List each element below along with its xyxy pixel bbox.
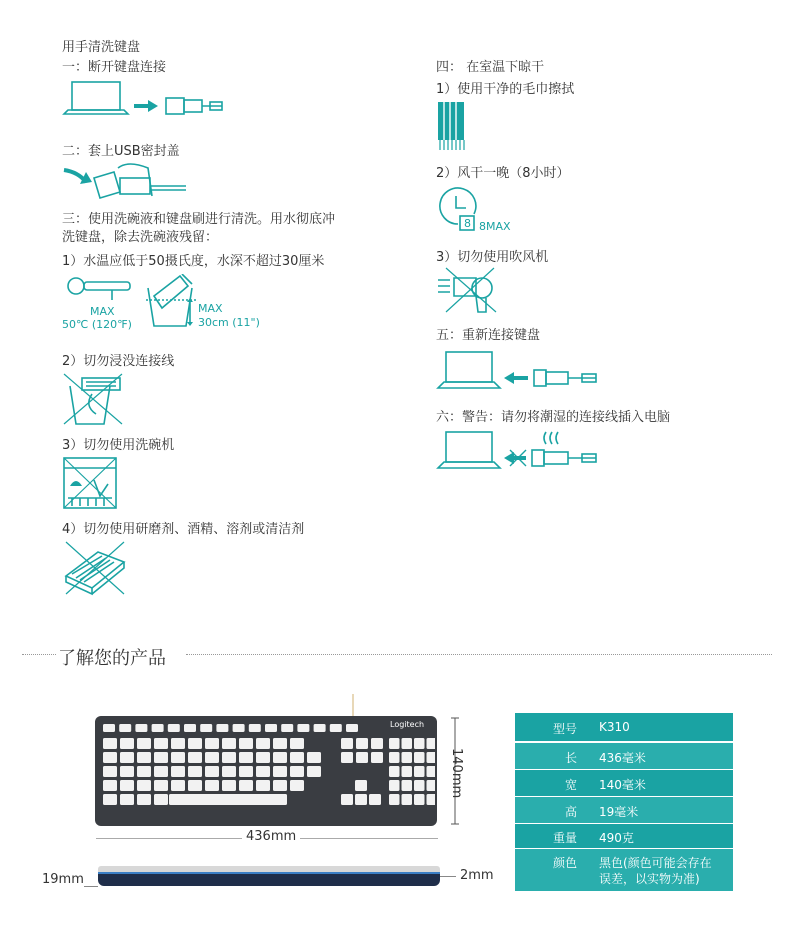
edge-dimension-label: 2mm bbox=[460, 868, 494, 883]
keyboard-key bbox=[239, 780, 253, 791]
keyboard-key bbox=[402, 794, 413, 805]
keyboard-key bbox=[239, 752, 253, 763]
keyboard-key bbox=[154, 766, 168, 777]
keyboard-key bbox=[256, 752, 270, 763]
keyboard-key bbox=[341, 738, 353, 749]
depth-max-label: MAX bbox=[198, 302, 223, 315]
keyboard-key bbox=[402, 780, 413, 791]
width-dimension-label: 436mm bbox=[242, 829, 300, 844]
keyboard-key bbox=[356, 752, 368, 763]
keyboard-key bbox=[103, 794, 117, 805]
keyboard-key bbox=[188, 766, 202, 777]
keyboard-key bbox=[414, 752, 425, 763]
keyboard-key bbox=[103, 766, 117, 777]
depth-dimension-label: 19mm bbox=[42, 872, 84, 887]
keyboard-key bbox=[184, 724, 196, 732]
keyboard-key bbox=[103, 752, 117, 763]
keyboard-key bbox=[233, 724, 245, 732]
keyboard-key bbox=[427, 738, 436, 749]
keyboard-key bbox=[273, 780, 287, 791]
spec-row-width bbox=[515, 770, 733, 796]
keyboard-key bbox=[346, 724, 358, 732]
keyboard-key bbox=[307, 766, 321, 777]
logitech-logo: Logitech bbox=[390, 720, 425, 729]
step-2-heading: 二：套上USB密封盖 bbox=[62, 144, 180, 159]
keyboard-key bbox=[103, 780, 117, 791]
spec-key: 宽 bbox=[564, 778, 577, 792]
no-chemicals-icon bbox=[62, 540, 128, 596]
keyboard-key bbox=[120, 766, 134, 777]
keyboard-key bbox=[154, 780, 168, 791]
keyboard-key bbox=[137, 738, 151, 749]
keyboard-key bbox=[355, 794, 367, 805]
spec-key: 重量 bbox=[552, 831, 577, 845]
keyboard-keys bbox=[99, 724, 435, 824]
spec-key: 高 bbox=[564, 805, 577, 819]
keyboard-key bbox=[265, 724, 277, 732]
spec-row-length bbox=[515, 743, 733, 769]
no-hairdryer-icon bbox=[436, 266, 500, 316]
product-heading: 了解您的产品 bbox=[58, 648, 166, 669]
keyboard-key bbox=[290, 752, 304, 763]
clock-max-label: 8MAX bbox=[479, 220, 511, 233]
keyboard-key bbox=[137, 752, 151, 763]
keyboard-key bbox=[371, 752, 383, 763]
keyboard-key bbox=[273, 738, 287, 749]
step-3-heading-line1: 三：使用洗碗液和键盘刷进行清洗。用水彻底冲 bbox=[62, 212, 336, 227]
temp-value-label: 50℃ (120℉) bbox=[62, 318, 132, 331]
clock-hours-label: 8 bbox=[464, 217, 471, 230]
keyboard-key bbox=[120, 780, 134, 791]
depth-value-label: 30cm (11") bbox=[198, 316, 260, 329]
keyboard-key bbox=[154, 752, 168, 763]
spec-row-model bbox=[515, 713, 733, 741]
keyboard-key bbox=[154, 794, 168, 805]
step-3-1-text: 1）水温应低于50摄氏度，水深不超过30厘米 bbox=[62, 254, 325, 269]
keyboard-key bbox=[249, 724, 261, 732]
disconnect-icon bbox=[62, 78, 232, 122]
keyboard-key bbox=[137, 766, 151, 777]
spec-value-line2: 误差，以实物为准) bbox=[599, 872, 700, 886]
keyboard-key bbox=[239, 738, 253, 749]
spec-row-weight bbox=[515, 824, 733, 848]
spec-value: 19毫米 bbox=[599, 805, 639, 819]
usb-cap-icon bbox=[62, 162, 202, 206]
keyboard-key bbox=[120, 752, 134, 763]
keyboard-key bbox=[290, 738, 304, 749]
reconnect-icon bbox=[436, 348, 600, 396]
thermometer-icon bbox=[62, 274, 282, 336]
divider-right bbox=[186, 654, 772, 655]
keyboard-key bbox=[169, 794, 279, 805]
keyboard-key bbox=[205, 766, 219, 777]
keyboard-key bbox=[414, 766, 425, 777]
keyboard-key bbox=[389, 794, 400, 805]
keyboard-key bbox=[256, 780, 270, 791]
keyboard-key bbox=[330, 724, 342, 732]
spec-value: 490克 bbox=[599, 831, 634, 845]
spec-value: K310 bbox=[599, 720, 630, 734]
keyboard-key bbox=[290, 780, 304, 791]
step-3-2-text: 2）切勿浸没连接线 bbox=[62, 354, 175, 369]
keyboard-key bbox=[137, 794, 151, 805]
no-submerge-cable-icon bbox=[62, 372, 124, 426]
keyboard-key bbox=[297, 724, 309, 732]
temp-max-label: MAX bbox=[90, 305, 115, 318]
keyboard-key bbox=[355, 780, 367, 791]
keyboard-key bbox=[256, 738, 270, 749]
keyboard-key bbox=[414, 780, 425, 791]
step-3-4-text: 4）切勿使用研磨剂、酒精、溶剂或清洁剂 bbox=[62, 522, 305, 537]
keyboard-key bbox=[414, 738, 425, 749]
keyboard-key bbox=[356, 738, 368, 749]
spec-value: 436毫米 bbox=[599, 751, 646, 765]
step-4-heading: 四： 在室温下晾干 bbox=[436, 60, 545, 75]
spec-value: 140毫米 bbox=[599, 778, 646, 792]
keyboard-key bbox=[205, 752, 219, 763]
spec-row-color bbox=[515, 849, 733, 891]
keyboard-key bbox=[154, 738, 168, 749]
keyboard-key bbox=[216, 724, 228, 732]
keyboard-key bbox=[369, 794, 381, 805]
height-dimension-label: 140mm bbox=[449, 748, 464, 799]
step-5-heading: 五：重新连接键盘 bbox=[436, 328, 541, 343]
step-4-2-text: 2）风干一晚（8小时） bbox=[436, 166, 570, 181]
keyboard-key bbox=[171, 780, 185, 791]
keyboard-key bbox=[402, 738, 413, 749]
keyboard-key bbox=[314, 724, 326, 732]
keyboard-key bbox=[188, 780, 202, 791]
keyboard-key bbox=[371, 738, 383, 749]
keyboard-key bbox=[103, 738, 117, 749]
keyboard-key bbox=[103, 724, 115, 732]
keyboard-key bbox=[402, 766, 413, 777]
keyboard-key bbox=[341, 794, 353, 805]
step-1-heading: 一：断开键盘连接 bbox=[62, 60, 167, 75]
keyboard-key bbox=[389, 780, 400, 791]
keyboard-key bbox=[188, 752, 202, 763]
keyboard-key bbox=[205, 738, 219, 749]
keyboard-top-view bbox=[95, 716, 437, 826]
spec-key: 长 bbox=[564, 751, 577, 765]
keyboard-key bbox=[222, 738, 236, 749]
keyboard-key bbox=[402, 752, 413, 763]
step-3-heading-line2: 洗键盘，除去洗碗液残留： bbox=[62, 230, 219, 245]
edge-dimension-line bbox=[440, 876, 456, 877]
wet-cable-warning-icon bbox=[436, 428, 600, 476]
keyboard-key bbox=[290, 766, 304, 777]
clock-icon bbox=[436, 186, 526, 236]
keyboard-key bbox=[168, 724, 180, 732]
keyboard-key bbox=[273, 752, 287, 763]
keyboard-key bbox=[222, 780, 236, 791]
keyboard-key bbox=[414, 794, 425, 805]
keyboard-key bbox=[427, 794, 436, 805]
keyboard-key bbox=[273, 766, 287, 777]
keyboard-key bbox=[239, 766, 253, 777]
keyboard-side-view bbox=[98, 872, 440, 886]
section-title: 用手清洗键盘 bbox=[62, 40, 141, 55]
keyboard-key bbox=[171, 766, 185, 777]
spec-key: 型号 bbox=[552, 722, 577, 736]
keyboard-key bbox=[119, 724, 131, 732]
depth-dimension-line bbox=[84, 886, 98, 887]
keyboard-key bbox=[137, 780, 151, 791]
keyboard-key bbox=[120, 738, 134, 749]
keyboard-key bbox=[200, 724, 212, 732]
spec-row-height bbox=[515, 797, 733, 823]
keyboard-key bbox=[389, 738, 400, 749]
keyboard-key bbox=[427, 752, 436, 763]
step-4-3-text: 3）切勿使用吹风机 bbox=[436, 250, 549, 265]
keyboard-cable bbox=[352, 694, 354, 716]
keyboard-key bbox=[427, 766, 436, 777]
keyboard-key bbox=[427, 780, 436, 791]
spec-value: 黑色(颜色可能会存在 bbox=[599, 856, 712, 870]
step-4-1-text: 1）使用干净的毛巾擦拭 bbox=[436, 82, 575, 97]
keyboard-key bbox=[171, 752, 185, 763]
keyboard-key bbox=[222, 766, 236, 777]
keyboard-key bbox=[188, 738, 202, 749]
step-6-heading: 六：警告：请勿将潮湿的连接线插入电脑 bbox=[436, 410, 671, 425]
keyboard-key bbox=[171, 738, 185, 749]
keyboard-key bbox=[341, 752, 353, 763]
spec-key: 颜色 bbox=[552, 856, 577, 870]
divider-left bbox=[22, 654, 56, 655]
keyboard-key bbox=[389, 752, 400, 763]
step-3-3-text: 3）切勿使用洗碗机 bbox=[62, 438, 175, 453]
no-dishwasher-icon bbox=[62, 456, 120, 512]
keyboard-key bbox=[152, 724, 164, 732]
keyboard-key bbox=[222, 752, 236, 763]
keyboard-key bbox=[389, 766, 400, 777]
keyboard-key bbox=[205, 780, 219, 791]
keyboard-key bbox=[307, 752, 321, 763]
keyboard-key bbox=[120, 794, 134, 805]
keyboard-key bbox=[256, 766, 270, 777]
towel-icon bbox=[436, 100, 468, 152]
keyboard-key bbox=[281, 724, 293, 732]
keyboard-key bbox=[135, 724, 147, 732]
